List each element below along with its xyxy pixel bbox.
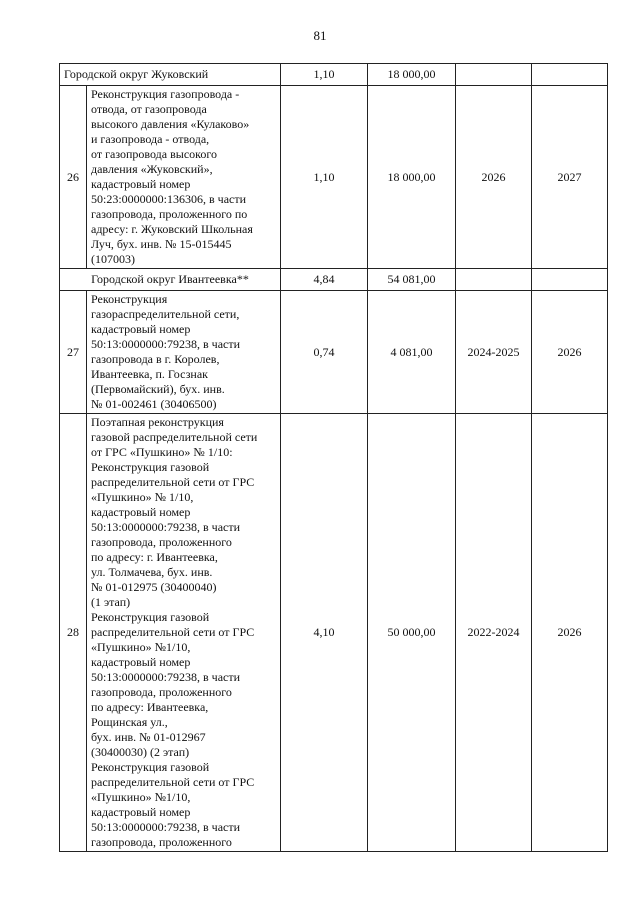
group-name: Городской округ Ивантеевка** [60, 269, 281, 291]
empty-cell [532, 269, 608, 291]
length-value: 1,10 [281, 86, 368, 269]
object-description: Реконструкция газопровода - отвода, от газопровода высокого давления «Кулаково» и газопровода - отвода, от газопровода высокого давления «Жуковский», кадастровый номер 50:23:0000000:136306, в части газопровода, проложенного по адресу: г. Жуковский Школьная Луч, бух. инв. № 15-015445 (107003) [87, 86, 281, 269]
table-row [60, 86, 608, 269]
completion-value: 2027 [532, 86, 608, 269]
period-value: 2024-2025 [456, 291, 532, 414]
group-name: Городской округ Жуковский [60, 64, 281, 86]
cost-value: 4 081,00 [368, 291, 456, 414]
empty-cell [456, 269, 532, 291]
row-number: 28 [60, 414, 87, 852]
empty-cell [532, 64, 608, 86]
length-value: 4,10 [281, 414, 368, 852]
table-row [60, 414, 608, 852]
investment-program-table [59, 63, 608, 852]
group-cost: 18 000,00 [368, 64, 456, 86]
completion-value: 2026 [532, 414, 608, 852]
group-length: 4,84 [281, 269, 368, 291]
length-value: 0,74 [281, 291, 368, 414]
group-row [60, 269, 608, 291]
period-value: 2026 [456, 86, 532, 269]
row-number: 27 [60, 291, 87, 414]
empty-cell [456, 64, 532, 86]
group-cost: 54 081,00 [368, 269, 456, 291]
cost-value: 50 000,00 [368, 414, 456, 852]
object-description: Реконструкция газораспределительной сети, кадастровый номер 50:13:0000000:79238, в части газопровода в г. Королев, Ивантеевка, п. Госзнак (Первомайский), бух. инв. № 01-002461 (30406500) [87, 291, 281, 414]
period-value: 2022-2024 [456, 414, 532, 852]
row-number: 26 [60, 86, 87, 269]
page-number: 81 [313, 28, 327, 43]
cost-value: 18 000,00 [368, 86, 456, 269]
group-row [60, 64, 608, 86]
table-row [60, 291, 608, 414]
group-length: 1,10 [281, 64, 368, 86]
completion-value: 2026 [532, 291, 608, 414]
object-description: Поэтапная реконструкция газовой распределительной сети от ГРС «Пушкино» № 1/10: Реконструкция газовой распределительной сети от ГРС «Пушкино» № 1/10, кадастровый номер 50:13:0000000:79238, в части газопровода, проложенного по адресу: г. Ивантеевка, ул. Толмачева, бух. инв. № 01-012975 (30400040) (1 этап) Реконструкция газовой распределительной сети от ГРС «Пушкино» №1/10, кадастровый номер 50:13:0000000:79238, в части газопровода, проложенного по адресу: Ивантеевка, Рощинская ул., бух. инв. № 01-012967 (30400030) (2 этап) Реконструкция газовой распределительной сети от ГРС «Пушкино» №1/10, кадастровый номер 50:13:0000000:79238, в части газопровода, проложенного [87, 414, 281, 852]
